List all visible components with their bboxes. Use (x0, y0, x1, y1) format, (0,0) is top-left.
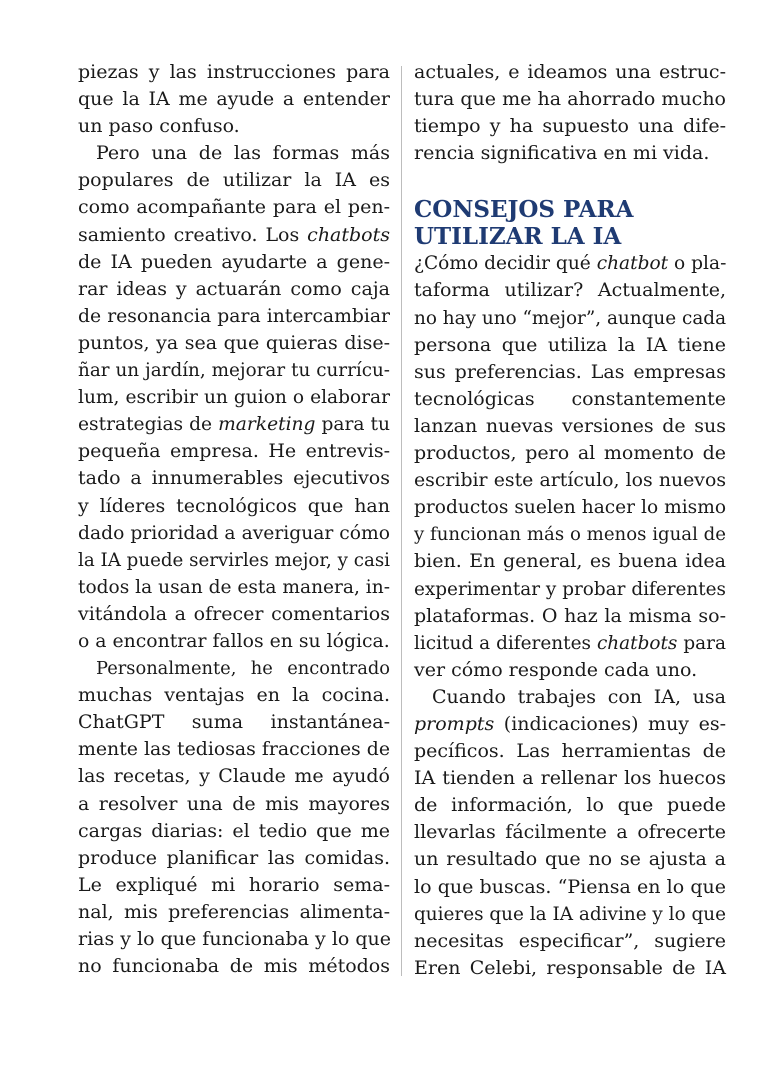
text-line: puntos, ya sea que quieras dise- (78, 331, 390, 354)
text-line: ChatGPT suma instantánea- (78, 711, 390, 734)
text-line: dado prioridad a averiguar cómo (78, 522, 390, 544)
text-line (414, 630, 726, 657)
text-line: un resultado que no se ajusta a (414, 848, 726, 871)
text-line: rar ideas y actuarán como caja (78, 277, 390, 300)
text-line: escribir este artículo, los nuevos (414, 469, 726, 492)
text-line: piezas y las instrucciones para (78, 61, 390, 83)
text-line: todos la usan de esta manera, in- (78, 576, 390, 598)
text-run: ¿Cómo decidir qué (414, 253, 597, 275)
text-line: rias y lo que funcionaba y lo que (78, 928, 392, 950)
paragraph-right-1 (414, 59, 726, 167)
text-line: vitándola a ofrecer comentarios (78, 602, 390, 625)
text-line: actuales, e ideamos una estruc- (414, 61, 726, 83)
text-line: ñar un jardín, mejorar tu currícu- (78, 360, 390, 382)
text-line: no funcionaba de mis métodos (78, 955, 390, 978)
text-line (414, 250, 726, 277)
section-gap (414, 167, 726, 196)
text-line: tura que me ha ahorrado mucho (414, 88, 726, 111)
text-line: de IA pueden ayudarte a gene- (78, 250, 390, 273)
heading-line: CONSEJOS PARA (414, 196, 634, 224)
text-line: nal, mis preferencias alimenta- (78, 900, 390, 923)
text-run: para tu (315, 414, 391, 436)
text-line: no hay uno “mejor”, aunque cada (414, 307, 727, 329)
heading-line: UTILIZAR LA IA (414, 223, 622, 251)
column-divider (401, 66, 402, 976)
paragraph-left-2 (78, 140, 390, 655)
text-line: Eren Celebi, responsable de IA (414, 956, 726, 979)
text-line: Personalmente, he encontrado (96, 658, 390, 680)
paragraph-right-2 (414, 250, 726, 684)
text-line: llevarlas fácilmente a ofrecerte (414, 821, 726, 844)
text-line: un paso confuso. (78, 115, 240, 138)
text-line: las recetas, y Claude me ayudó (78, 765, 390, 788)
italic-term: chatbots (596, 632, 678, 654)
text-line: tecnológicas constantemente (414, 387, 726, 410)
left-column (78, 59, 390, 980)
text-line: populares de utilizar la IA es (78, 169, 390, 192)
text-line: como acompañante para el pen- (78, 196, 390, 219)
text-run: licitud a diferentes (414, 632, 597, 654)
text-run: para (677, 632, 726, 654)
text-line: que la IA me ayude a entender (78, 88, 390, 111)
text-line: mente las tediosas fracciones de (78, 738, 390, 761)
text-line: rencia significativa en mi vida. (414, 142, 710, 165)
text-line (78, 222, 390, 249)
text-line (78, 411, 390, 438)
text-line: muchas ventajas en la cocina. (78, 684, 390, 707)
text-line: ver cómo responde cada uno. (414, 658, 698, 681)
paragraph-left-3 (78, 655, 390, 980)
text-run: estrategias de (78, 414, 219, 436)
text-line: productos, pero al momento de (414, 442, 726, 465)
paragraph-right-3 (414, 684, 726, 982)
text-line: Cuando trabajes con IA, usa (432, 685, 726, 708)
text-line (414, 711, 726, 738)
text-line: Pero una de las formas más (96, 142, 390, 165)
text-line: tiempo y ha supuesto una dife- (414, 115, 726, 138)
text-line: pecíficos. Las herramientas de (414, 740, 726, 763)
text-line: persona que utiliza la IA tiene (414, 333, 726, 356)
text-line: experimentar y probar diferentes (414, 578, 726, 600)
italic-term: chatbots (307, 223, 390, 246)
text-line: sus preferencias. Las empresas (414, 360, 726, 383)
text-line: IA tienden a rellenar los huecos (414, 767, 726, 790)
italic-term: chatbot (596, 253, 669, 275)
text-line: pequeña empresa. He entrevis- (78, 440, 390, 463)
italic-term: marketing (218, 414, 316, 436)
text-line: produce planificar las comidas. (78, 846, 390, 869)
text-line: Le expliqué mi horario sema- (78, 873, 390, 896)
text-run: o pla- (668, 253, 727, 275)
right-column (414, 59, 726, 982)
text-line: lum, escribir un guion o elaborar (78, 387, 390, 409)
italic-term: prompts (414, 712, 495, 735)
text-line: taforma utilizar? Actualmente, (414, 279, 726, 302)
paragraph-left-1 (78, 59, 390, 140)
text-line: a resolver una de mis mayores (78, 792, 390, 815)
text-line: y funcionan más o menos igual de (414, 524, 726, 546)
section-heading (414, 196, 726, 250)
text-line: plataformas. O haz la misma so- (414, 604, 726, 627)
text-line: lo que buscas. “Piensa en lo que (414, 875, 726, 898)
text-line: bien. En general, es buena idea (414, 550, 726, 573)
text-line: lanzan nuevas versiones de sus (414, 414, 726, 437)
text-line: productos suelen hacer lo mismo (414, 497, 726, 519)
text-line: necesitas especificar”, sugiere (414, 929, 726, 952)
text-line: quieres que la IA adivine y lo que (414, 903, 727, 925)
text-run: samiento creativo. Los (78, 223, 308, 246)
text-run: (indicaciones) muy es- (494, 712, 726, 735)
text-line: cargas diarias: el tedio que me (78, 819, 390, 842)
text-line: y líderes tecnológicos que han (78, 494, 390, 517)
text-line: de información, lo que puede (414, 794, 726, 817)
text-line: de resonancia para intercambiar (78, 305, 390, 327)
text-line: o a encontrar fallos en su lógica. (78, 630, 390, 652)
text-line: tado a innumerables ejecutivos (78, 467, 390, 490)
text-line: la IA puede servirles mejor, y casi (78, 549, 391, 571)
